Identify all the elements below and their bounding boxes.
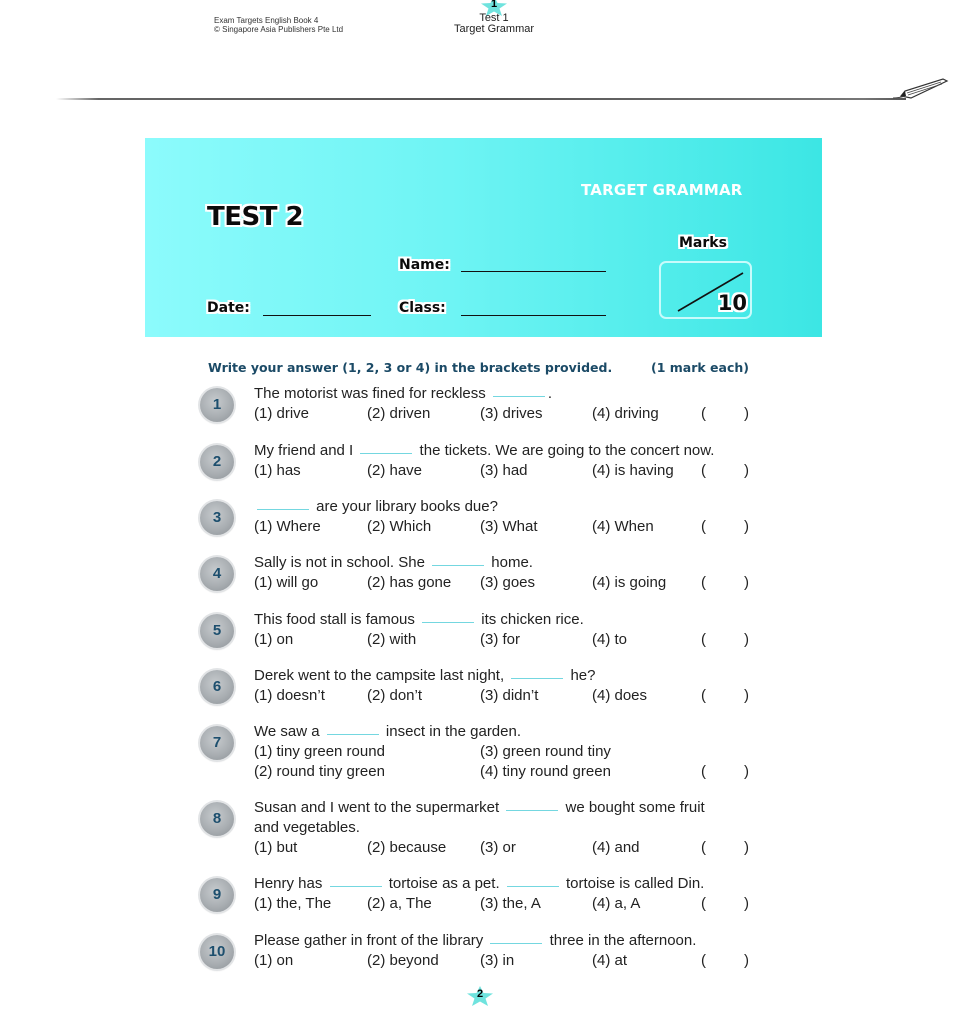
question-number-badge: 6 [200,670,234,704]
option-3: (3) or [480,839,516,856]
bracket-open: ( [701,687,706,704]
question-number-badge: 2 [200,445,234,479]
option-3: (3) the, A [480,895,541,912]
bracket-open: ( [701,895,706,912]
instructions-text: Write your answer (1, 2, 3 or 4) in the brackets provided. [208,360,613,375]
question-number-badge: 4 [200,557,234,591]
option-4: (4) is going [592,574,667,591]
option-4: (4) at [592,952,628,969]
running-title [440,13,548,35]
marks-per-question: (1 mark each) [651,360,749,375]
option-3: (3) drives [480,405,543,422]
stem-text: are your library books due? [312,498,498,515]
question-stem [254,384,750,404]
option-4: (4) to [592,631,628,648]
pen-icon [893,76,949,102]
stem-text: Please gather in front of the library [254,932,488,949]
stem-text: tortoise as a pet. [384,875,504,892]
answer-blank [330,886,382,887]
bracket-open: ( [701,952,706,969]
class-field[interactable] [461,315,606,316]
option-1: (1) on [254,631,294,648]
option-3: (3) goes [480,574,536,591]
option-1: (1) drive [254,405,310,422]
option-2: (2) has gone [367,574,452,591]
bracket-close: ) [744,839,749,856]
page-number-bottom: 2 [476,988,484,1000]
option-4: (4) When [592,518,654,535]
option-4: (4) driving [592,405,659,422]
bracket-open: ( [701,574,706,591]
option-2: (2) have [367,462,423,479]
question-number-badge: 8 [200,802,234,836]
date-label: Date: [207,300,250,316]
question-stem [254,874,750,894]
stem-text: This food stall is famous [254,611,420,628]
section-title: TARGET GRAMMAR [581,181,743,199]
marks-box[interactable] [659,261,752,319]
bracket-close: ) [744,574,749,591]
option-2: (2) driven [367,405,431,422]
test-banner [145,138,822,337]
option-1: (1) but [254,839,298,856]
stem-text: Derek went to the campsite last night, [254,667,509,684]
class-label: Class: [399,300,446,316]
stem-text: My friend and I [254,442,358,459]
bracket-close: ) [744,462,749,479]
option-1: (1) Where [254,518,321,535]
question-stem [254,722,750,742]
stem-text: its chicken rice. [477,611,584,628]
question-stem [254,497,750,517]
question-number-badge: 3 [200,501,234,535]
instructions [208,360,749,375]
option-3: (3) didn’t [480,687,539,704]
stem-text: we bought some fruit [561,799,705,816]
bracket-open: ( [701,763,706,780]
option-1: (1) the, The [254,895,332,912]
question-number-badge: 1 [200,388,234,422]
answer-blank [506,810,558,811]
question-number-badge: 10 [200,935,234,969]
stem-text: . [547,385,553,402]
option-3: (3) What [480,518,538,535]
marks-total: 10 [717,291,747,315]
bracket-close: ) [744,687,749,704]
option-3: (3) for [480,631,521,648]
question-stem [254,610,750,630]
answer-blank [493,396,545,397]
question-stem [254,441,750,461]
question-number-badge: 9 [200,878,234,912]
bracket-close: ) [744,631,749,648]
question-stem [254,553,750,573]
bracket-close: ) [744,952,749,969]
bracket-open: ( [701,518,706,535]
option-2: (2) with [367,631,417,648]
stem-text: Sally is not in school. She [254,554,430,571]
answer-blank [490,943,542,944]
stem-text: We saw a [254,723,324,740]
bracket-open: ( [701,405,706,422]
header-rule [56,98,906,100]
option-3: (3) in [480,952,515,969]
question-stem [254,666,750,686]
option-1: (1) tiny green round [254,743,385,760]
answer-blank [511,678,563,679]
answer-blank [257,509,309,510]
book-title: Exam Targets English Book 4 [214,16,319,25]
test-title: TEST 2 [207,202,304,232]
option-2: (2) because [367,839,447,856]
stem-text: insect in the garden. [381,723,522,740]
answer-blank [327,734,379,735]
question-number-badge: 5 [200,614,234,648]
answer-blank [432,565,484,566]
option-4: (4) does [592,687,648,704]
option-2: (2) a, The [367,895,432,912]
page-number-star-bottom [466,986,494,1006]
name-label: Name: [399,257,450,273]
option-2: (2) don’t [367,687,423,704]
page-number-top: 1 [490,0,498,10]
answer-blank [422,622,474,623]
question-number-badge: 7 [200,726,234,760]
name-field[interactable] [461,271,606,272]
bracket-close: ) [744,763,749,780]
question-stem [254,798,750,838]
option-2: (2) round tiny green [254,763,385,780]
stem-text: Susan and I went to the supermarket [254,799,504,816]
bracket-open: ( [701,839,706,856]
stem-text-continued: and vegetables. [254,819,360,836]
option-1: (1) has [254,462,301,479]
bracket-close: ) [744,518,749,535]
stem-text: he? [566,667,596,684]
book-info [214,16,343,34]
marks-label: Marks [679,235,727,251]
stem-text: three in the afternoon. [545,932,697,949]
option-2: (2) Which [367,518,432,535]
stem-text: the tickets. We are going to the concert now. [415,442,715,459]
option-1: (1) on [254,952,294,969]
option-1: (1) will go [254,574,319,591]
date-field[interactable] [263,315,371,316]
option-4: (4) a, A [592,895,641,912]
stem-text: tortoise is called Din. [561,875,705,892]
question-stem [254,931,750,951]
running-title-test: Test 1 [479,12,509,24]
copyright: © Singapore Asia Publishers Pte Ltd [214,25,344,34]
answer-blank [507,886,559,887]
bracket-open: ( [701,462,706,479]
option-4: (4) and [592,839,640,856]
option-4: (4) is having [592,462,674,479]
option-3: (3) had [480,462,528,479]
option-2: (2) beyond [367,952,439,969]
stem-text: The motorist was fined for reckless [254,385,490,402]
stem-text: home. [487,554,533,571]
running-title-section: Target Grammar [453,23,535,35]
bracket-close: ) [744,895,749,912]
stem-text: Henry has [254,875,327,892]
answer-blank [360,453,412,454]
bracket-open: ( [701,631,706,648]
option-3: (3) green round tiny [480,743,611,760]
option-1: (1) doesn’t [254,687,325,704]
option-4: (4) tiny round green [480,763,611,780]
bracket-close: ) [744,405,749,422]
